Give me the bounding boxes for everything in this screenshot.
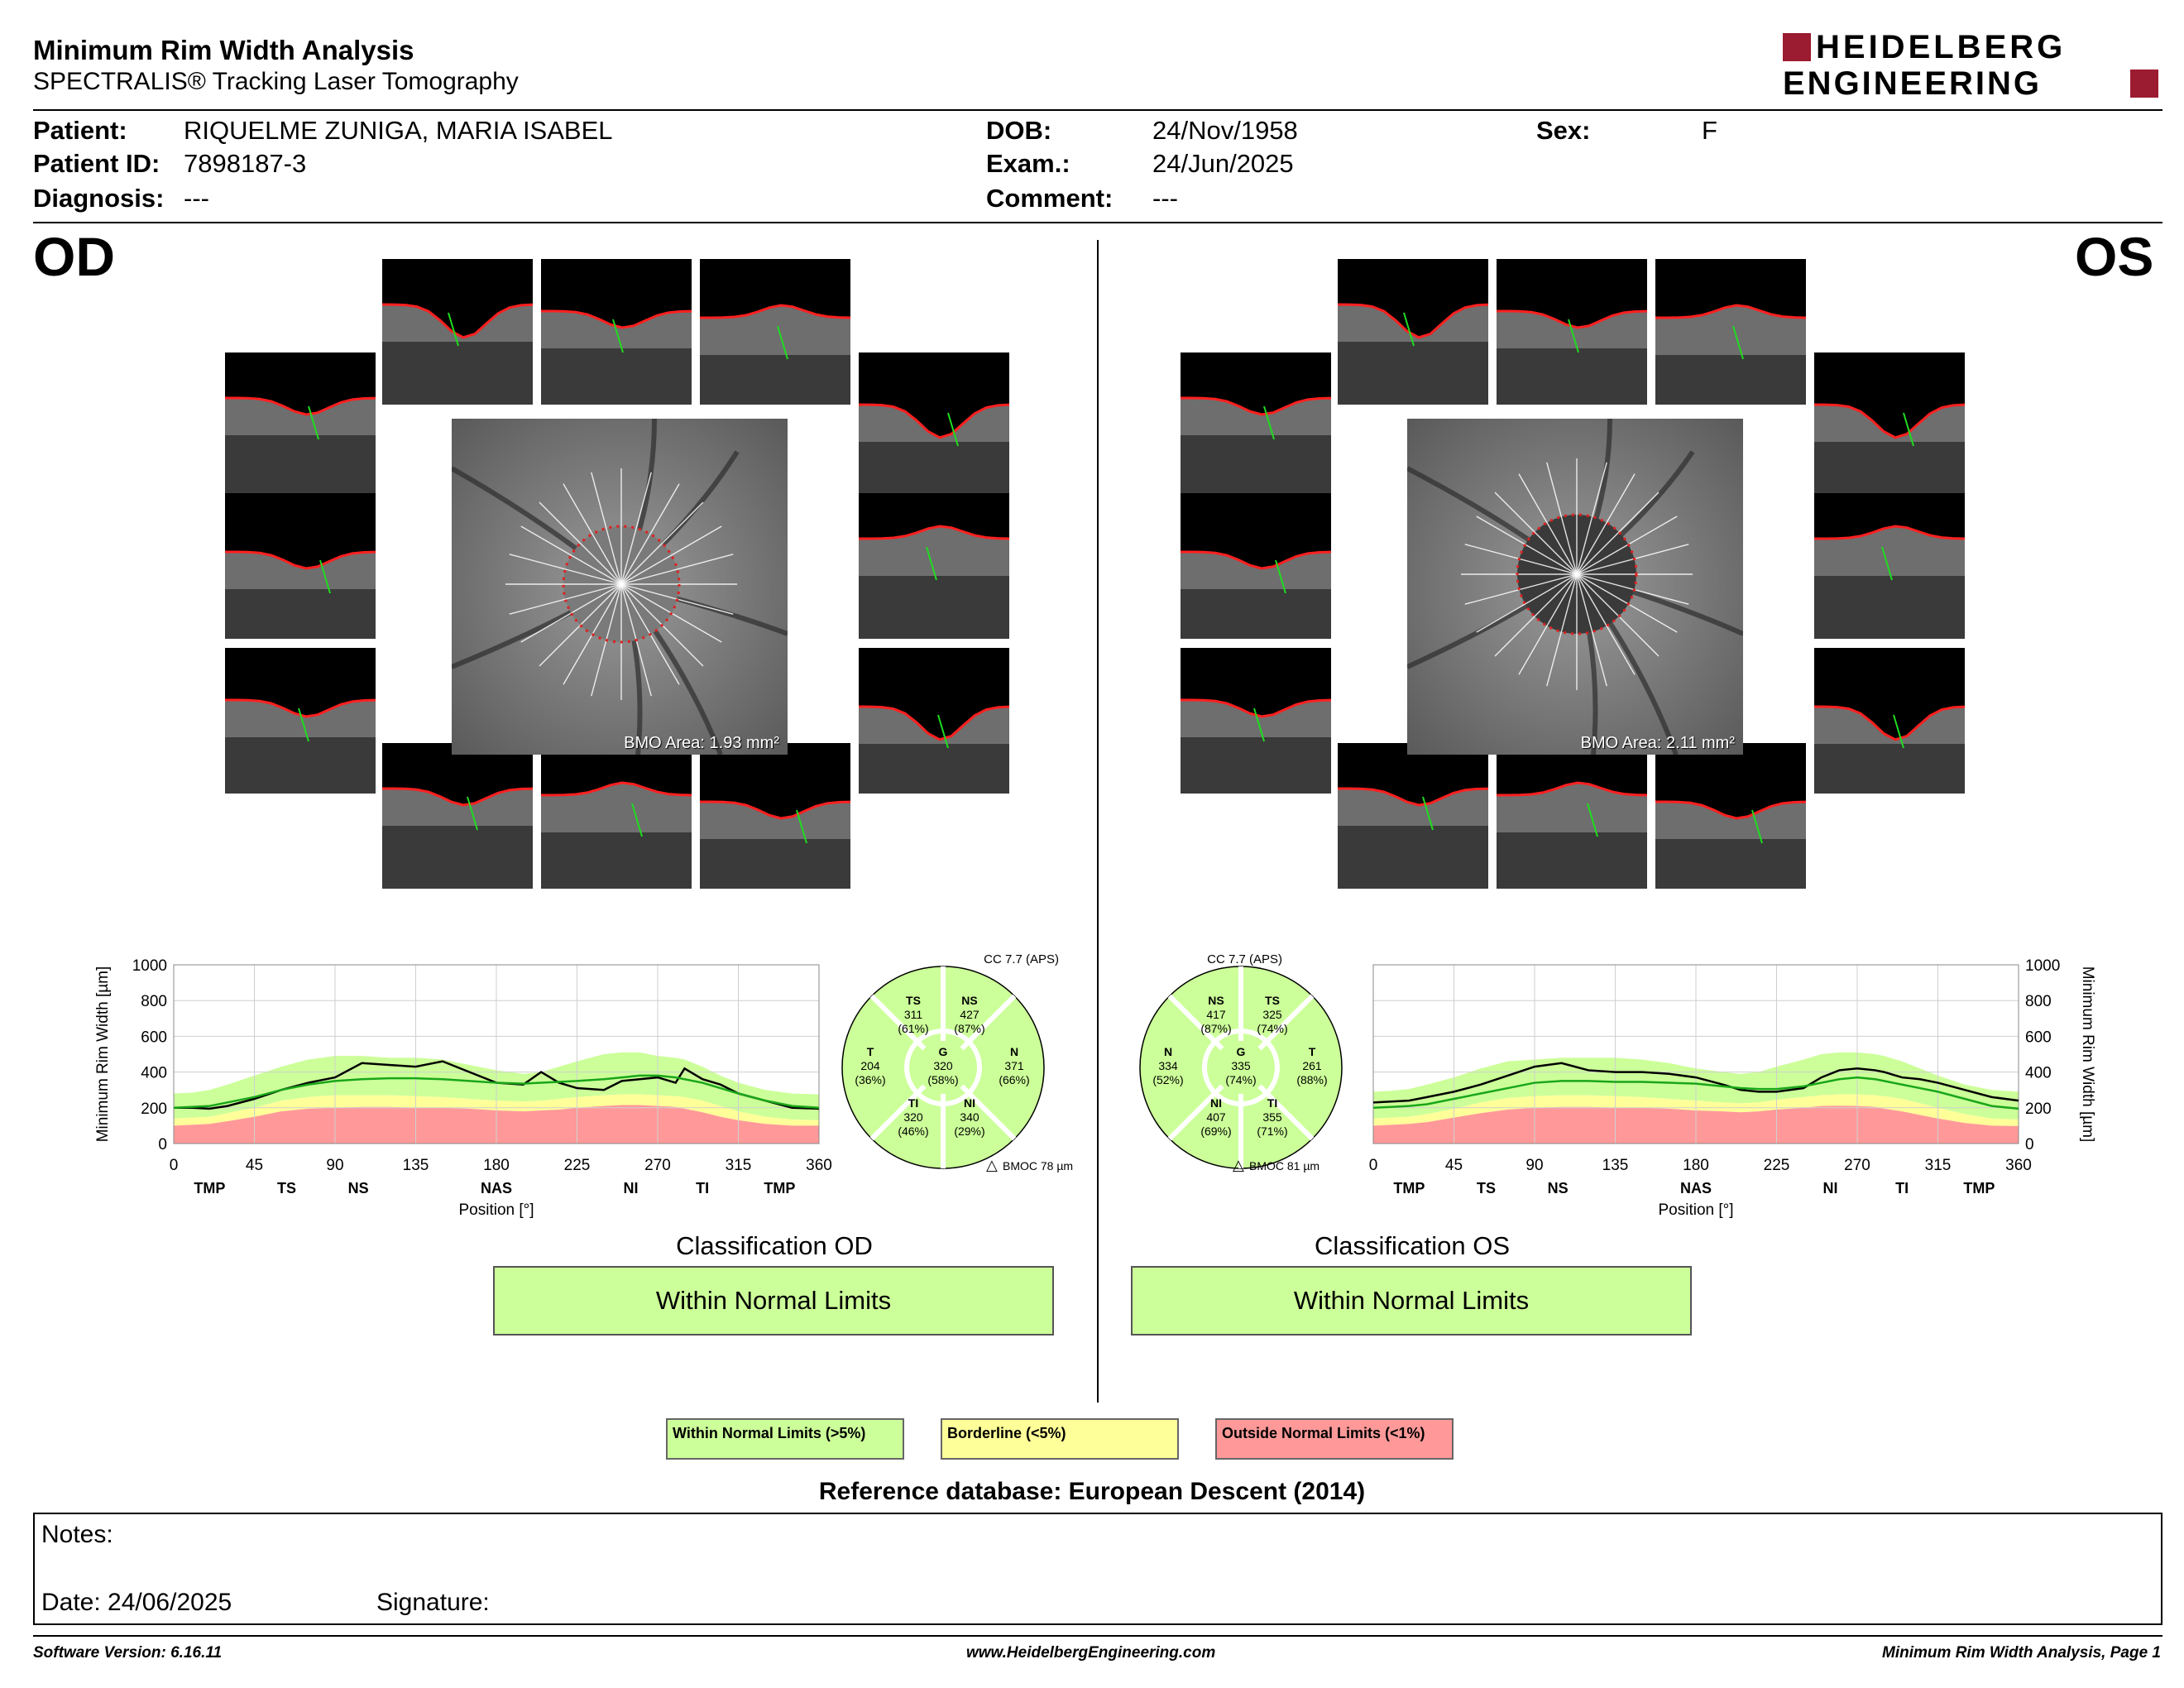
logo-line1: HEIDELBERG bbox=[1816, 29, 2067, 65]
sector-percentile: (87%) bbox=[1200, 1022, 1232, 1035]
choroid-layer bbox=[225, 435, 376, 498]
choroid-layer bbox=[541, 832, 692, 889]
sector-name: G bbox=[938, 1045, 948, 1058]
sector-value: 320 bbox=[933, 1059, 953, 1072]
sector-value: 320 bbox=[903, 1110, 923, 1124]
od-oct-scan bbox=[700, 259, 850, 405]
sector-value: 335 bbox=[1231, 1059, 1251, 1072]
notes-box bbox=[33, 1513, 2162, 1625]
os-oct-scan bbox=[1181, 493, 1331, 639]
sector-value: 325 bbox=[1262, 1008, 1282, 1021]
y-tick-label: 200 bbox=[141, 1100, 167, 1118]
x-tick-label: 225 bbox=[563, 1157, 591, 1174]
x-tick-label: 0 bbox=[1368, 1157, 1378, 1174]
y-tick-label: 600 bbox=[2025, 1029, 2052, 1047]
date-label: Date: 24/06/2025 bbox=[41, 1589, 232, 1616]
sector-percentile: (88%) bbox=[1296, 1073, 1328, 1086]
sector-label: NI bbox=[623, 1180, 639, 1196]
od-oct-scan bbox=[225, 352, 376, 498]
x-tick-label: 180 bbox=[1683, 1157, 1709, 1174]
sector-label: TMP bbox=[764, 1180, 796, 1196]
delta-icon: △ bbox=[1233, 1157, 1244, 1174]
os-classification-title: Classification OS bbox=[1314, 1231, 1511, 1260]
os-rim-width-chart bbox=[1357, 952, 2101, 1233]
od-label: OD bbox=[33, 226, 115, 287]
choroid-layer bbox=[225, 589, 376, 639]
header-divider bbox=[33, 109, 2162, 111]
sector-value: 417 bbox=[1206, 1008, 1226, 1021]
sector-percentile: (66%) bbox=[999, 1073, 1030, 1086]
center-divider bbox=[1097, 240, 1099, 1403]
od-fundus-image bbox=[452, 419, 788, 755]
od-oct-scan bbox=[225, 648, 376, 794]
sector-value: 334 bbox=[1158, 1059, 1178, 1072]
sector-label: NAS bbox=[480, 1180, 513, 1196]
od-oct-scan bbox=[541, 743, 692, 889]
sector-label: TMP bbox=[194, 1180, 226, 1196]
choroid-layer bbox=[700, 839, 850, 889]
choroid-layer bbox=[1338, 826, 1488, 889]
y-axis-title: Minimum Rim Width [µm] bbox=[2079, 966, 2096, 1143]
os-oct-scan bbox=[1814, 352, 1965, 498]
y-tick-label: 1000 bbox=[2025, 957, 2061, 975]
sector-percentile: (58%) bbox=[927, 1073, 959, 1086]
od-oct-scan bbox=[382, 259, 533, 405]
sector-label: TI bbox=[696, 1180, 710, 1196]
choroid-layer bbox=[1814, 576, 1965, 639]
sector-name: TI bbox=[908, 1096, 919, 1110]
os-oct-scan bbox=[1655, 259, 1806, 405]
choroid-layer bbox=[1181, 737, 1331, 794]
od-bmo-area: BMO Area: 1.93 mm² bbox=[624, 734, 779, 752]
delta-icon: △ bbox=[986, 1157, 998, 1174]
dob-value: 24/Nov/1958 bbox=[1152, 116, 1298, 145]
os-oct-scan bbox=[1814, 648, 1965, 794]
choroid-layer bbox=[1181, 435, 1331, 498]
y-tick-label: 600 bbox=[141, 1029, 167, 1047]
x-tick-label: 0 bbox=[169, 1157, 179, 1174]
notes-label: Notes: bbox=[41, 1521, 113, 1548]
os-classification-box: Within Normal Limits bbox=[1131, 1266, 1692, 1336]
choroid-layer bbox=[1655, 355, 1806, 405]
choroid-layer bbox=[1338, 342, 1488, 405]
od-oct-scan bbox=[541, 259, 692, 405]
x-tick-label: 360 bbox=[806, 1157, 832, 1174]
patient-divider bbox=[33, 222, 2162, 223]
sector-label: TMP bbox=[1963, 1180, 1995, 1196]
od-oct-scan bbox=[382, 743, 533, 889]
sector-percentile: (87%) bbox=[954, 1022, 985, 1035]
x-tick-label: 135 bbox=[402, 1157, 429, 1174]
choroid-layer bbox=[1497, 832, 1647, 889]
sector-percentile: (69%) bbox=[1200, 1125, 1232, 1138]
x-axis-title: Position [°] bbox=[458, 1201, 534, 1219]
x-tick-label: 90 bbox=[1525, 1157, 1544, 1174]
os-oct-scan bbox=[1655, 743, 1806, 889]
y-tick-label: 400 bbox=[2025, 1064, 2052, 1082]
sector-name: TS bbox=[1265, 994, 1280, 1007]
sector-name: NI bbox=[964, 1096, 975, 1110]
comment-value: --- bbox=[1152, 184, 1178, 213]
y-tick-label: 400 bbox=[141, 1064, 167, 1082]
od-oct-scan bbox=[859, 648, 1009, 794]
diagnosis-value: --- bbox=[184, 184, 209, 213]
od-classification-title: Classification OD bbox=[676, 1231, 873, 1260]
sector-name: N bbox=[1163, 1045, 1173, 1058]
sector-percentile: (74%) bbox=[1225, 1073, 1257, 1086]
sector-value: 371 bbox=[1004, 1059, 1024, 1072]
choroid-layer bbox=[1814, 744, 1965, 794]
signature-label: Signature: bbox=[376, 1589, 490, 1616]
dob-label: DOB: bbox=[986, 116, 1052, 145]
x-axis-title: Position [°] bbox=[1658, 1201, 1734, 1219]
y-tick-label: 1000 bbox=[132, 957, 167, 975]
od-rim-width-chart bbox=[91, 952, 836, 1233]
patient-label: Patient: bbox=[33, 116, 127, 145]
choroid-layer bbox=[859, 576, 1009, 639]
patient-value: RIQUELME ZUNIGA, MARIA ISABEL bbox=[184, 116, 613, 145]
choroid-layer bbox=[1497, 348, 1647, 405]
footer-divider bbox=[33, 1635, 2162, 1637]
logo-square-top bbox=[1783, 33, 1811, 61]
os-label: OS bbox=[2075, 226, 2154, 287]
sector-percentile: (71%) bbox=[1257, 1125, 1288, 1138]
exam-value: 24/Jun/2025 bbox=[1152, 149, 1294, 178]
y-tick-label: 800 bbox=[2025, 993, 2052, 1011]
sector-percentile: (52%) bbox=[1152, 1073, 1184, 1086]
sector-name: NS bbox=[1208, 994, 1224, 1007]
choroid-layer bbox=[700, 355, 850, 405]
sector-value: 407 bbox=[1206, 1110, 1226, 1124]
x-tick-label: 315 bbox=[1924, 1157, 1952, 1174]
sector-name: NS bbox=[961, 994, 978, 1007]
comment-label: Comment: bbox=[986, 184, 1114, 213]
x-tick-label: 180 bbox=[483, 1157, 510, 1174]
sector-percentile: (61%) bbox=[898, 1022, 929, 1035]
x-tick-label: 45 bbox=[245, 1157, 264, 1174]
y-tick-label: 200 bbox=[2025, 1100, 2052, 1118]
sector-label: NI bbox=[1822, 1180, 1838, 1196]
od-oct-scan bbox=[859, 352, 1009, 498]
sector-percentile: (36%) bbox=[855, 1073, 886, 1086]
exam-label: Exam.: bbox=[986, 149, 1070, 178]
x-tick-label: 360 bbox=[2005, 1157, 2032, 1174]
sector-label: TS bbox=[276, 1180, 297, 1196]
sector-name: NI bbox=[1210, 1096, 1222, 1110]
sector-percentile: (29%) bbox=[954, 1125, 985, 1138]
sector-name: TS bbox=[906, 994, 921, 1007]
os-oct-scan bbox=[1497, 743, 1647, 889]
heidelberg-logo bbox=[1783, 30, 2163, 103]
sector-label: TI bbox=[1895, 1180, 1909, 1196]
choroid-layer bbox=[1655, 839, 1806, 889]
choroid-layer bbox=[382, 342, 533, 405]
sector-percentile: (74%) bbox=[1257, 1022, 1288, 1035]
sector-name: T bbox=[1308, 1045, 1316, 1058]
patient-id-value: 7898187-3 bbox=[184, 149, 307, 178]
choroid-layer bbox=[859, 744, 1009, 794]
od-sector-chart bbox=[836, 950, 1075, 1183]
sector-value: 311 bbox=[903, 1008, 923, 1021]
diagnosis-label: Diagnosis: bbox=[33, 184, 165, 213]
x-tick-label: 90 bbox=[326, 1157, 344, 1174]
sector-percentile: (46%) bbox=[898, 1125, 929, 1138]
sector-value: 355 bbox=[1262, 1110, 1282, 1124]
logo-square-bottom bbox=[2130, 70, 2158, 98]
cc-label: CC 7.7 (APS) bbox=[984, 952, 1059, 966]
logo-line2: ENGINEERING bbox=[1783, 65, 2043, 102]
page-label: Minimum Rim Width Analysis, Page 1 bbox=[1882, 1644, 2161, 1662]
software-version: Software Version: 6.16.11 bbox=[33, 1644, 223, 1662]
sector-label: NAS bbox=[1679, 1180, 1712, 1196]
od-classification-box: Within Normal Limits bbox=[493, 1266, 1054, 1336]
choroid-layer bbox=[859, 442, 1009, 498]
reference-database: Reference database: European Descent (2014) bbox=[818, 1478, 1366, 1505]
y-tick-label: 0 bbox=[158, 1136, 167, 1153]
os-oct-scan bbox=[1497, 259, 1647, 405]
sector-value: 261 bbox=[1302, 1059, 1322, 1072]
sector-value: 340 bbox=[960, 1110, 979, 1124]
website-link[interactable]: www.HeidelbergEngineering.com bbox=[966, 1644, 1216, 1662]
sector-name: G bbox=[1236, 1045, 1246, 1058]
x-tick-label: 45 bbox=[1444, 1157, 1463, 1174]
os-fundus-image bbox=[1407, 419, 1743, 755]
sector-value: 427 bbox=[960, 1008, 979, 1021]
legend-within-normal: Within Normal Limits (>5%) bbox=[666, 1418, 904, 1460]
sector-label: TMP bbox=[1393, 1180, 1425, 1196]
os-sector-chart bbox=[1133, 950, 1373, 1183]
y-tick-label: 800 bbox=[141, 993, 167, 1011]
cc-label: CC 7.7 (APS) bbox=[1207, 952, 1282, 966]
y-axis-title: Minimum Rim Width [µm] bbox=[94, 966, 112, 1143]
sex-value: F bbox=[1702, 116, 1717, 145]
sector-label: TS bbox=[1476, 1180, 1497, 1196]
sector-label: NS bbox=[347, 1180, 369, 1196]
report-subtitle: SPECTRALIS® Tracking Laser Tomography bbox=[33, 68, 519, 95]
os-bmo-area: BMO Area: 2.11 mm² bbox=[1580, 734, 1735, 752]
x-tick-label: 315 bbox=[725, 1157, 752, 1174]
x-tick-label: 270 bbox=[644, 1157, 671, 1174]
os-oct-scan bbox=[1814, 493, 1965, 639]
os-oct-scan bbox=[1181, 352, 1331, 498]
od-oct-scan bbox=[225, 493, 376, 639]
od-oct-scan bbox=[700, 743, 850, 889]
os-oct-scan bbox=[1338, 259, 1488, 405]
x-tick-label: 270 bbox=[1844, 1157, 1870, 1174]
sector-name: N bbox=[1009, 1045, 1019, 1058]
legend-borderline: Borderline (<5%) bbox=[941, 1418, 1179, 1460]
sector-name: TI bbox=[1267, 1096, 1278, 1110]
y-tick-label: 0 bbox=[2025, 1136, 2034, 1153]
bmoc-label: BMOC 81 µm bbox=[1249, 1159, 1320, 1172]
choroid-layer bbox=[1814, 442, 1965, 498]
choroid-layer bbox=[1181, 589, 1331, 639]
choroid-layer bbox=[225, 737, 376, 794]
od-oct-scan bbox=[859, 493, 1009, 639]
sector-label: NS bbox=[1547, 1180, 1569, 1196]
choroid-layer bbox=[382, 826, 533, 889]
x-tick-label: 225 bbox=[1763, 1157, 1790, 1174]
os-oct-scan bbox=[1338, 743, 1488, 889]
sector-value: 204 bbox=[860, 1059, 880, 1072]
sex-label: Sex: bbox=[1536, 116, 1591, 145]
patient-id-label: Patient ID: bbox=[33, 149, 160, 178]
os-oct-scan bbox=[1181, 648, 1331, 794]
sector-name: T bbox=[866, 1045, 874, 1058]
x-tick-label: 135 bbox=[1602, 1157, 1629, 1174]
report-title: Minimum Rim Width Analysis bbox=[33, 35, 414, 65]
legend-outside-normal: Outside Normal Limits (<1%) bbox=[1215, 1418, 1454, 1460]
choroid-layer bbox=[541, 348, 692, 405]
bmoc-label: BMOC 78 µm bbox=[1003, 1159, 1074, 1172]
